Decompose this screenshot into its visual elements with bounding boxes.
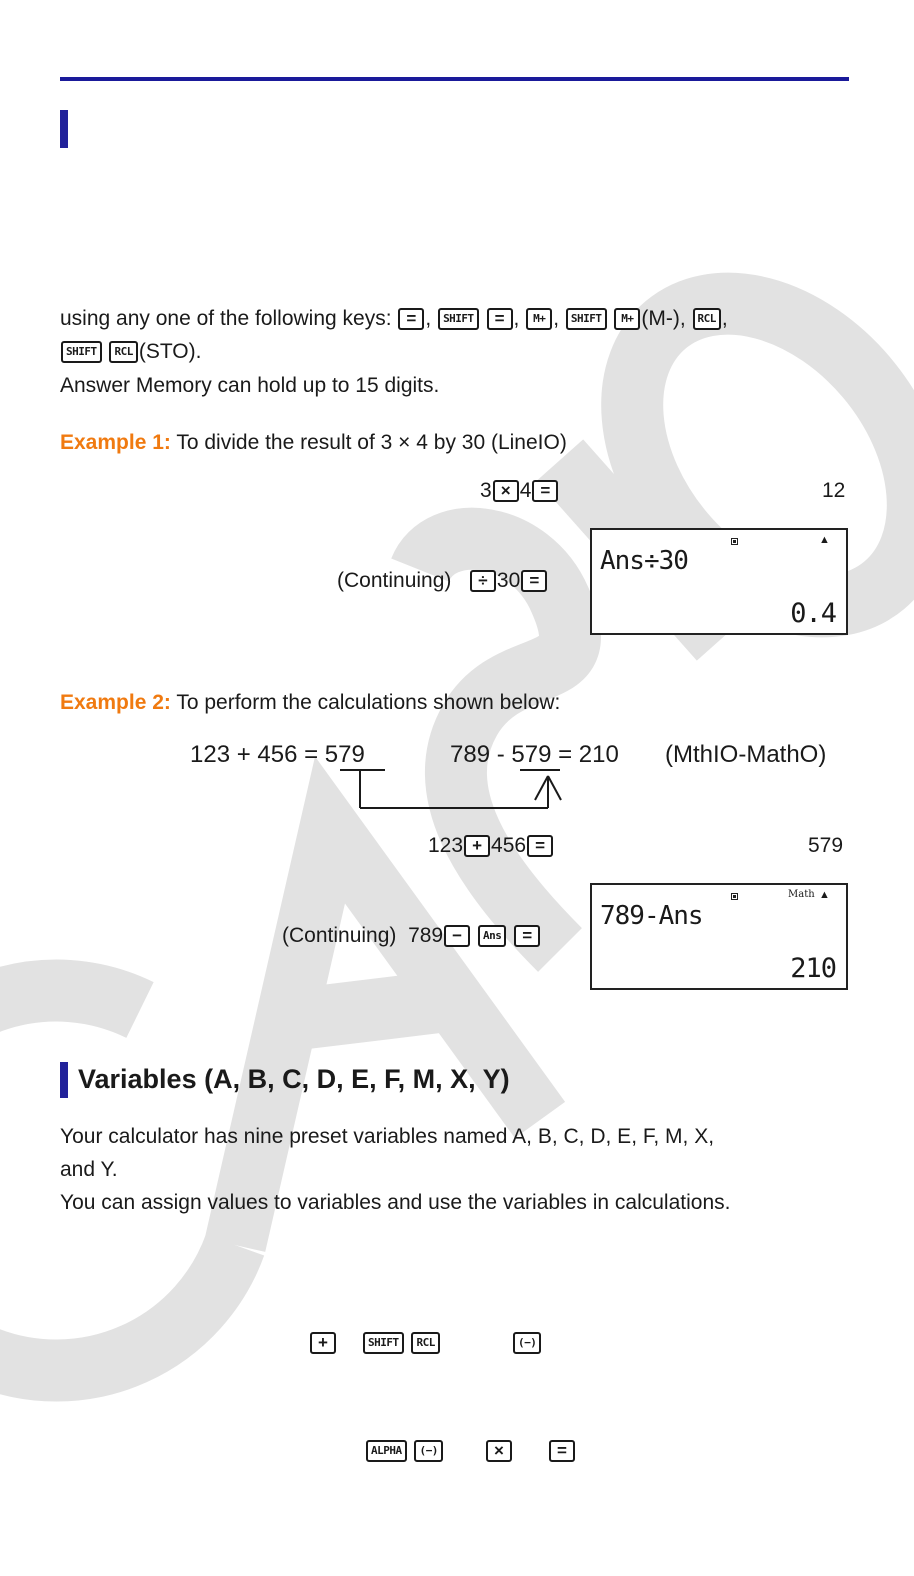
intro-line-1: using any one of the following keys: = , SHIFT = , M+ , SHIFT M+ (M-), RCL , [60, 307, 728, 330]
m-minus-text: (M-), [641, 307, 686, 330]
example-1-step-1 [480, 478, 559, 503]
calc-2-result: = 210 [551, 741, 619, 768]
keys-row-1c [512, 1330, 542, 1355]
equals-key-icon: = [514, 925, 540, 947]
variables-para-2: You can assign values to variables and use the variables in calculations. [60, 1191, 731, 1214]
shift-key-icon: SHIFT [61, 341, 102, 363]
mode-label: (MthIO-MathO) [665, 741, 827, 768]
continuing-text: (Continuing) [282, 924, 397, 947]
operand: 789 [408, 924, 444, 947]
variables-para-1a: Your calculator has nine preset variables named A, B, C, D, E, F, M, X, [60, 1125, 715, 1148]
section-bar [60, 1062, 68, 1098]
up-arrow-icon: ▲ [819, 889, 830, 901]
example-1-result-1: 12 [822, 479, 846, 502]
example-2-text: To perform the calculations shown below: [176, 691, 561, 714]
lcd-expression: 789-Ans [600, 901, 703, 931]
calc-2-a: 789 - [450, 741, 512, 768]
operand: 30 [496, 569, 521, 592]
deg-indicator-icon [731, 538, 738, 545]
example-2-result-1: 579 [808, 834, 844, 857]
calc-1-result: 579 [324, 741, 365, 768]
rcl-key-icon: RCL [411, 1332, 439, 1354]
calculation-diagram [190, 740, 365, 770]
equals-key-icon: = [487, 308, 513, 330]
negative-key-icon: (−) [414, 1440, 442, 1462]
continuing-text: (Continuing) [337, 569, 452, 592]
calc-1: 123 + 456 = [190, 741, 325, 768]
intro-line-2 [60, 339, 201, 364]
plus-key-icon: + [464, 835, 490, 857]
lcd-expression: Ans÷30 [600, 546, 688, 576]
example-1-heading [60, 430, 567, 455]
shift-key-icon: SHIFT [363, 1332, 404, 1354]
intro-text: using any one of the following keys: [60, 307, 392, 330]
mplus-key-icon: M+ [614, 308, 640, 330]
plus-key-icon: + [310, 1332, 336, 1354]
deg-indicator-icon [731, 893, 738, 900]
example-2-step-2 [282, 923, 541, 948]
alpha-key-icon: ALPHA [366, 1440, 407, 1462]
example-2-label: Example 2: [60, 691, 171, 714]
keys-row-2b [485, 1438, 513, 1463]
keys-row-1 [309, 1330, 337, 1355]
keys-row-1b [362, 1330, 441, 1355]
operand: 123 [428, 834, 464, 857]
up-arrow-icon: ▲ [819, 534, 830, 546]
lcd-result: 0.4 [790, 598, 836, 629]
operand: 3 [480, 479, 492, 502]
example-2-heading [60, 690, 560, 715]
math-indicator: Math [788, 889, 815, 900]
calc-2-ans: 579 [511, 741, 552, 768]
times-key-icon: × [486, 1440, 512, 1462]
lcd-display-2 [590, 883, 848, 990]
rcl-key-icon: RCL [693, 308, 721, 330]
shift-key-icon: SHIFT [566, 308, 607, 330]
operand: 4 [519, 479, 532, 502]
negative-key-icon: (−) [513, 1332, 541, 1354]
top-rule [60, 77, 849, 81]
variables-heading: Variables (A, B, C, D, E, F, M, X, Y) [78, 1064, 510, 1094]
times-key-icon: × [493, 480, 519, 502]
equals-key-icon: = [521, 570, 547, 592]
equals-key-icon: = [398, 308, 424, 330]
keys-row-2 [365, 1438, 444, 1463]
equals-key-icon: = [527, 835, 553, 857]
variables-para-1b: and Y. [60, 1158, 118, 1181]
example-1-text: To divide the result of 3 × 4 by 30 (LineIO) [176, 431, 567, 454]
example-2-step-1 [428, 833, 554, 858]
lcd-result: 210 [790, 953, 836, 984]
rcl-key-icon: RCL [109, 341, 137, 363]
keys-row-2c [548, 1438, 576, 1463]
divide-key-icon: ÷ [470, 570, 496, 592]
equals-key-icon: = [549, 1440, 575, 1462]
mplus-key-icon: M+ [526, 308, 552, 330]
ans-key-icon: Ans [478, 925, 506, 947]
ans-link-arrow-icon [330, 768, 590, 814]
lcd-display-1 [590, 528, 848, 635]
minus-key-icon: − [444, 925, 470, 947]
intro-line-3: Answer Memory can hold up to 15 digits. [60, 374, 440, 397]
equals-key-icon: = [532, 480, 558, 502]
shift-key-icon: SHIFT [438, 308, 479, 330]
sto-text: (STO). [138, 340, 202, 363]
operand: 456 [491, 834, 527, 857]
example-1-step-2 [337, 568, 548, 593]
section-bar [60, 110, 68, 148]
calculation-diagram-2 [450, 740, 619, 770]
example-1-label: Example 1: [60, 431, 171, 454]
